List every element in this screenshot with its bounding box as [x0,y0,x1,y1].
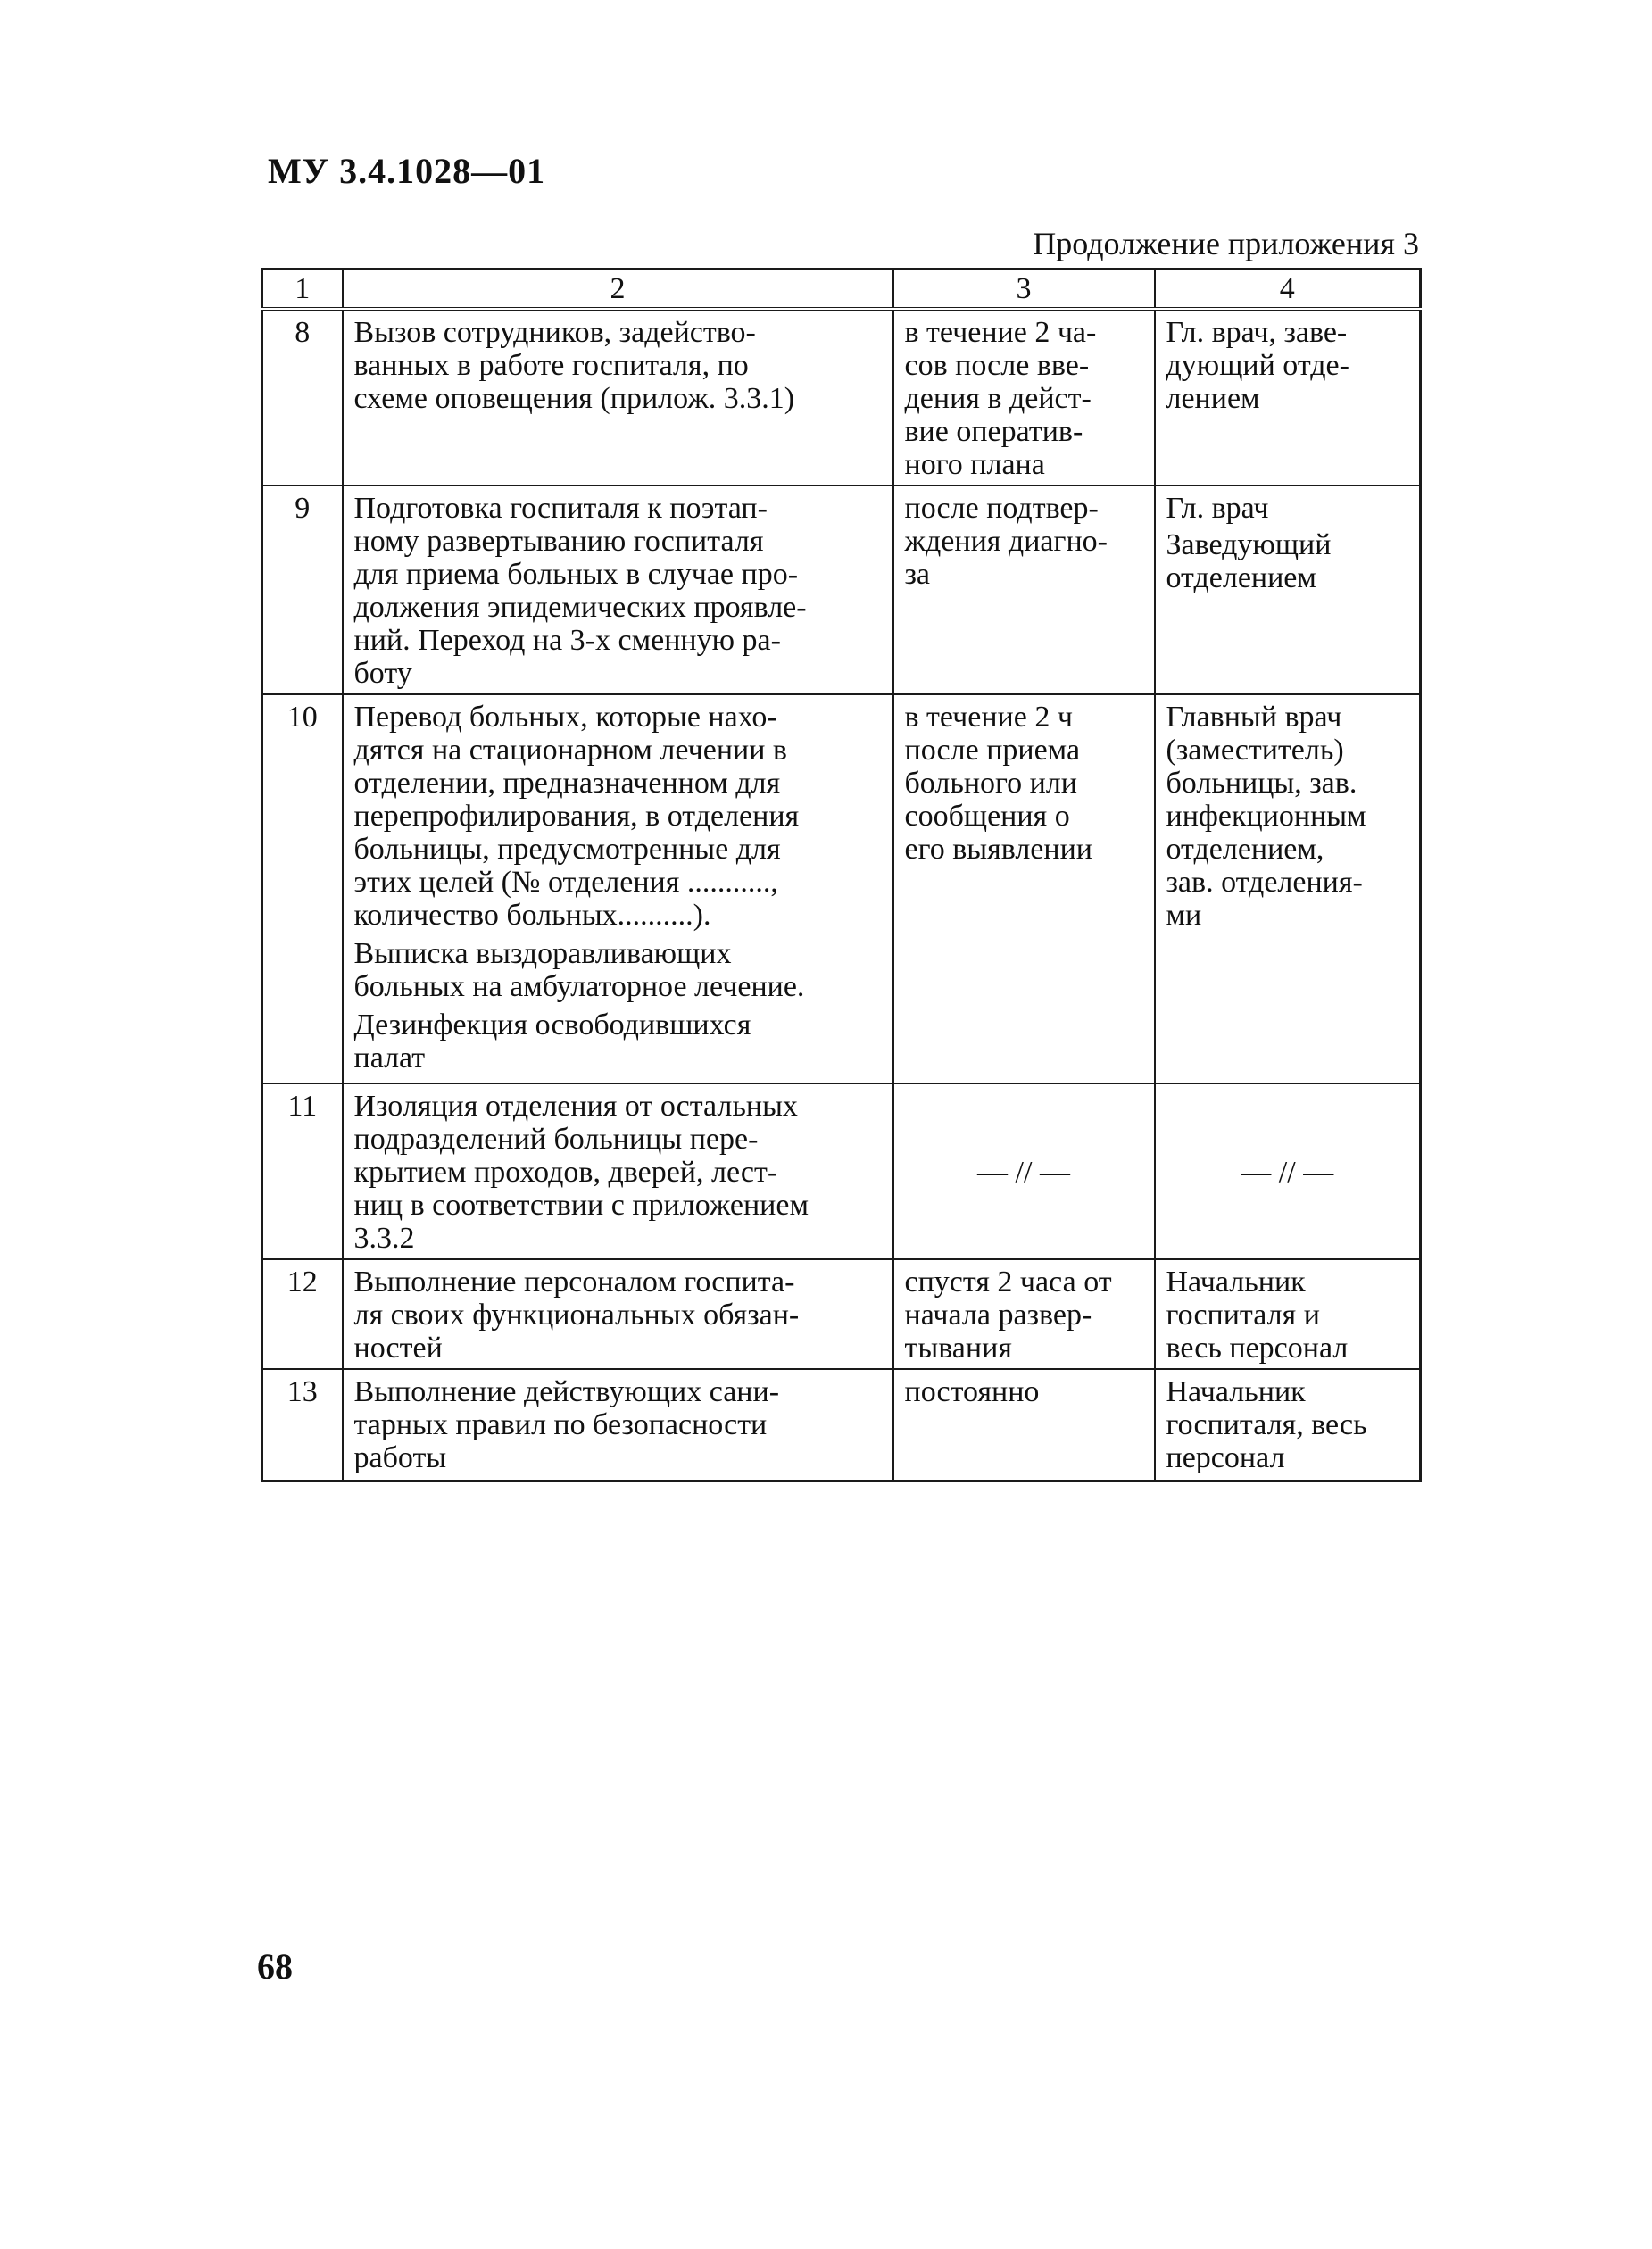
text-line: схеме оповещения (прилож. 3.3.1) [353,382,795,415]
ditto-mark: — // — [977,1156,1070,1189]
text-line: госпиталя и [1166,1299,1320,1332]
column-header: 1 [262,270,343,310]
row-number: 8 [262,309,343,485]
text-line: в течение 2 ча- [904,316,1097,349]
text-line: ного плана [904,448,1045,481]
timing-cell [893,694,1155,1083]
text-line: (заместитель) [1166,734,1344,767]
text-line: ностей [353,1332,443,1365]
text-line: больницы, зав. [1166,767,1357,800]
text-line: для приема больных в случае про- [353,558,799,591]
column-header: 4 [1155,270,1421,310]
table-row [262,694,1421,1083]
text-line: дения в дейст- [904,382,1092,415]
text-line: вие оператив- [904,415,1083,448]
text-line: дятся на стационарном лечении в [353,734,787,767]
table-row [262,1083,1421,1259]
text-line: его выявлении [904,833,1092,866]
text-line: больных на амбулаторное лечение. [353,970,805,1003]
action-plan-table [261,268,1422,1482]
text-line: отделении, предназначенном для [353,767,781,800]
text-line: Гл. врач [1166,492,1269,525]
text-line: количество больных..........). [353,899,711,932]
timing-cell [893,1259,1155,1369]
text-line: госпиталя, весь [1166,1408,1367,1441]
text-line: работы [353,1441,447,1474]
text-line: больного или [904,767,1077,800]
action-cell [343,485,893,694]
action-cell [343,309,893,485]
text-line: Подготовка госпиталя к поэтап- [353,492,768,525]
text-line: за [904,558,931,591]
text-line: ний. Переход на 3-х сменную ра- [353,624,781,657]
text-line: Заведующий [1166,528,1332,561]
responsible-cell [1155,694,1421,1083]
text-line: ждения диагно- [904,525,1108,558]
text-line: этих целей (№ отделения ..........., [353,866,778,899]
text-line: дующий отде- [1166,349,1349,382]
row-number: 10 [262,694,343,1083]
text-line: после приема [904,734,1081,767]
text-line: тывания [904,1332,1012,1365]
page-number: 68 [257,1946,293,1987]
action-cell [343,1083,893,1259]
row-number: 13 [262,1369,343,1481]
text-line: Начальник [1166,1266,1306,1299]
text-line: Дезинфекция освободившихся [353,1008,751,1042]
timing-cell [893,1369,1155,1481]
text-line: подразделений больницы пере- [353,1123,759,1156]
text-line: больницы, предусмотренные для [353,833,781,866]
table-header-row [262,270,1421,310]
text-line: Главный врач [1166,701,1342,734]
text-paragraph [354,937,882,1003]
text-line: отделением [1166,561,1316,594]
text-line: должения эпидемических проявле- [353,591,807,624]
text-line: ному развертыванию госпиталя [353,525,764,558]
timing-cell [893,485,1155,694]
text-line: в течение 2 ч [904,701,1073,734]
column-header: 2 [343,270,893,310]
responsible-cell [1155,309,1421,485]
text-line: отделением, [1166,833,1324,866]
text-line: Выполнение персоналом госпита- [353,1266,795,1299]
text-line: ниц в соответствии с приложением [353,1189,809,1222]
continuation-label: Продолжение приложения 3 [1033,226,1419,261]
text-line: Гл. врач, заве- [1166,316,1348,349]
text-line: крытием проходов, дверей, лест- [353,1156,778,1189]
text-line: Изоляция отделения от остальных [353,1090,798,1123]
text-line: 3.3.2 [353,1222,415,1255]
text-line: перепрофилирования, в отделения [353,800,800,833]
table-row [262,1259,1421,1369]
text-line: ми [1166,899,1202,932]
table-row [262,485,1421,694]
document-code: МУ 3.4.1028—01 [268,151,546,191]
column-header: 3 [893,270,1155,310]
action-cell [343,1259,893,1369]
action-cell [343,694,893,1083]
table-row [262,309,1421,485]
text-line: лением [1166,382,1260,415]
text-paragraph [354,701,882,932]
timing-ditto-cell [893,1083,1155,1259]
responsible-cell [1155,485,1421,694]
text-line: зав. отделения- [1166,866,1363,899]
ditto-mark: — // — [1241,1156,1334,1189]
text-line: ля своих функциональных обязан- [353,1299,800,1332]
action-cell [343,1369,893,1481]
text-line: палат [353,1042,426,1075]
text-line: Начальник [1166,1375,1306,1408]
text-paragraph [354,1008,882,1075]
row-number: 11 [262,1083,343,1259]
text-line: сов после вве- [904,349,1090,382]
text-line: Выполнение действующих сани- [353,1375,780,1408]
text-line: ванных в работе госпиталя, по [353,349,749,382]
text-line: сообщения о [904,800,1070,833]
row-number: 12 [262,1259,343,1369]
text-line: спустя 2 часа от [904,1266,1112,1299]
text-line: после подтвер- [904,492,1099,525]
table-row [262,1369,1421,1481]
timing-cell [893,309,1155,485]
text-line: весь персонал [1166,1332,1349,1365]
responsible-ditto-cell [1155,1083,1421,1259]
text-line: Вызов сотрудников, задейство- [353,316,756,349]
responsible-cell [1155,1259,1421,1369]
text-line: Выписка выздоравливающих [353,937,732,970]
responsible-cell [1155,1369,1421,1481]
text-line: тарных правил по безопасности [353,1408,768,1441]
text-line: начала развер- [904,1299,1092,1332]
text-line: персонал [1166,1441,1285,1474]
text-line: постоянно [904,1375,1040,1408]
row-number: 9 [262,485,343,694]
text-line: боту [353,657,412,690]
text-line: Перевод больных, которые нахо- [353,701,777,734]
text-line: инфекционным [1166,800,1366,833]
